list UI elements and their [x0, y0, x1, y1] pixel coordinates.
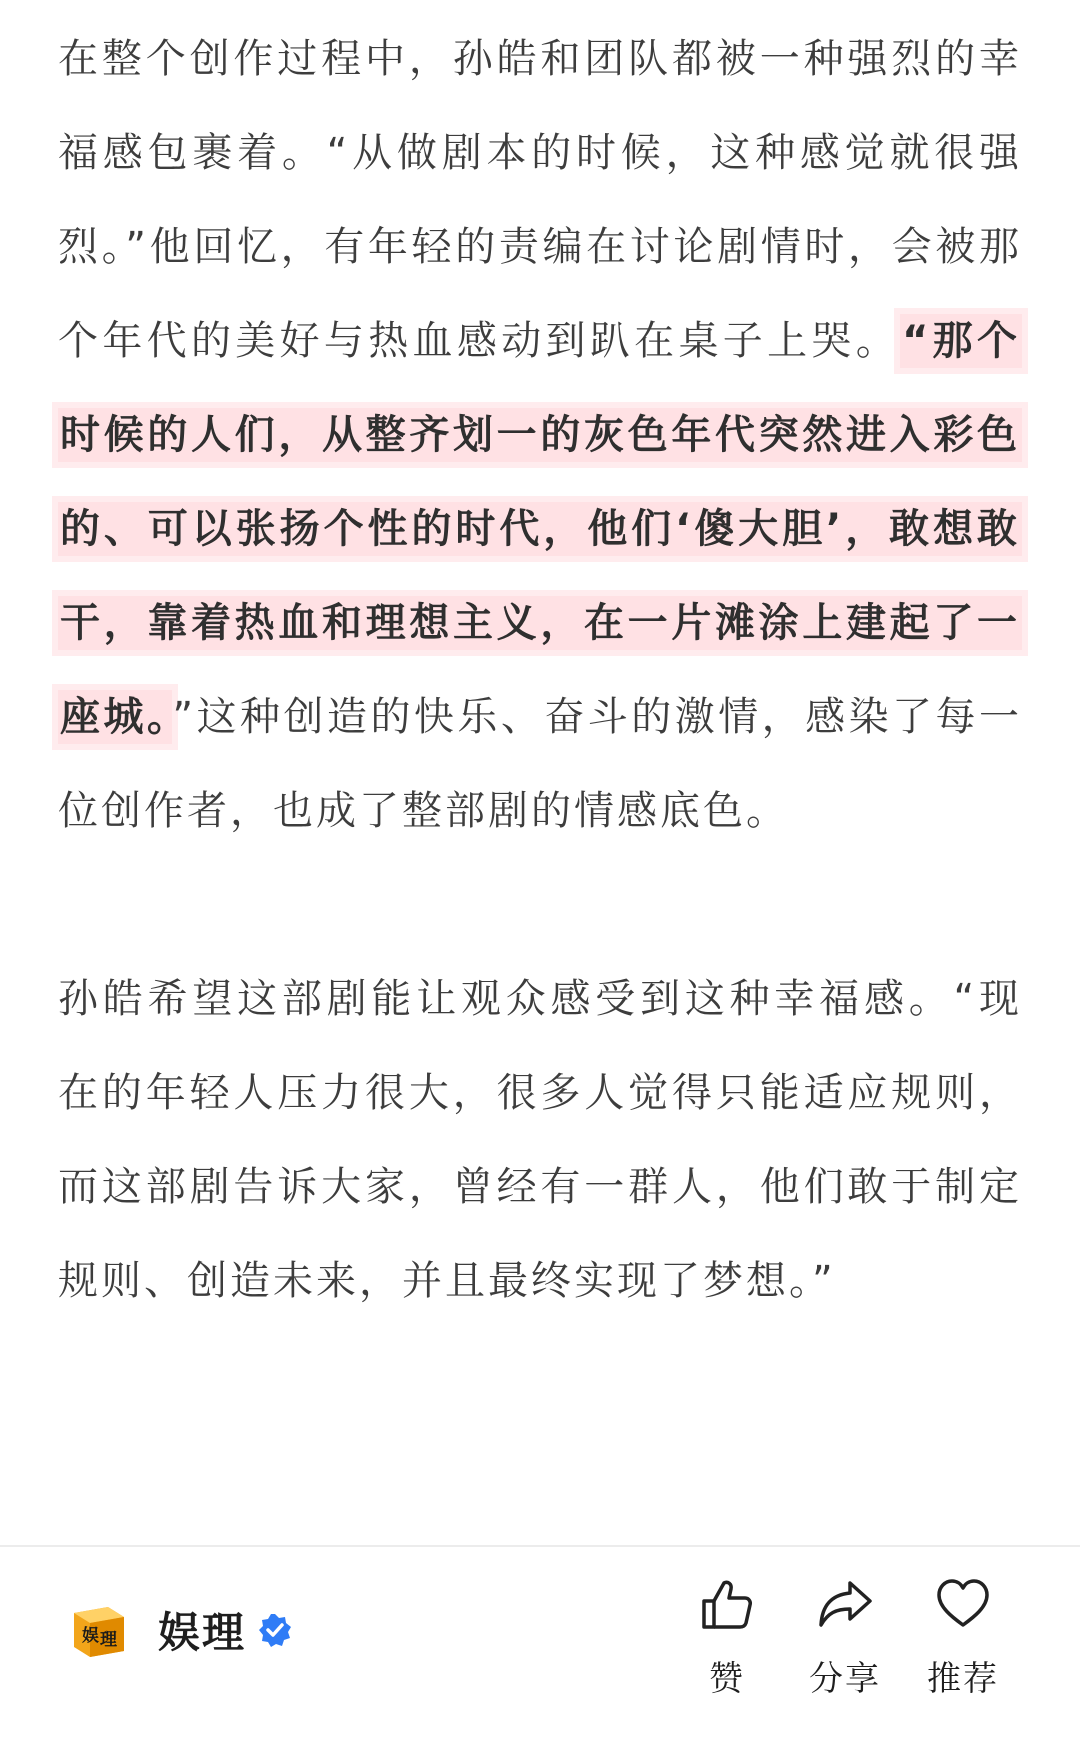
- paragraph-text: 在整个创作过程中，孙皓和团队都被一种强烈的幸福感包裹着。“从做剧本的时候，这种感觉就很强烈。”他回忆，有年轻的责编在讨论剧情时，会被那个年代的美好与热血感动到趴在桌子上哭。: [58, 36, 1022, 364]
- recommend-label: 推荐: [927, 1659, 999, 1699]
- article-footer-bar: [0, 1545, 1080, 1740]
- article-paragraph: 孙皓希望这部剧能让观众感受到这种幸福感。“现在的年轻人压力很大，很多人觉得只能适应规则，而这部剧告诉大家，曾经有一群人，他们敢于制定规则、创造未来，并且最终实现了梦想。”: [58, 976, 1022, 1304]
- like-button[interactable]: [668, 1575, 786, 1700]
- recommend-button[interactable]: [904, 1575, 1022, 1700]
- heart-icon: [934, 1575, 992, 1633]
- logo-char: 娱: [82, 1626, 99, 1646]
- like-label: 赞: [709, 1659, 745, 1699]
- author-info[interactable]: [68, 1599, 292, 1661]
- highlighted-quote: “那个时候的人们，从整齐划一的灰色年代突然进入彩色的、可以张扬个性的时代，他们‘傻大胆’，敢想敢干，靠着热血和理想主义，在一片滩涂上建起了一座城。: [58, 314, 1022, 744]
- thumbs-up-icon: [698, 1575, 756, 1633]
- logo-char: 理: [100, 1630, 117, 1650]
- verified-badge-icon: [258, 1613, 292, 1647]
- share-label: 分享: [809, 1659, 881, 1699]
- paragraph-text: ”这种创造的快乐、奋斗的激情，感染了每一位创作者，也成了整部剧的情感底色。: [58, 694, 1022, 834]
- author-name[interactable]: 娱理: [158, 1609, 247, 1656]
- author-logo[interactable]: [68, 1599, 130, 1661]
- action-bar: [668, 1575, 1022, 1700]
- share-icon: [816, 1575, 874, 1633]
- article-body: [58, 0, 1022, 1328]
- article-paragraph: [58, 0, 1022, 858]
- share-button[interactable]: [786, 1575, 904, 1700]
